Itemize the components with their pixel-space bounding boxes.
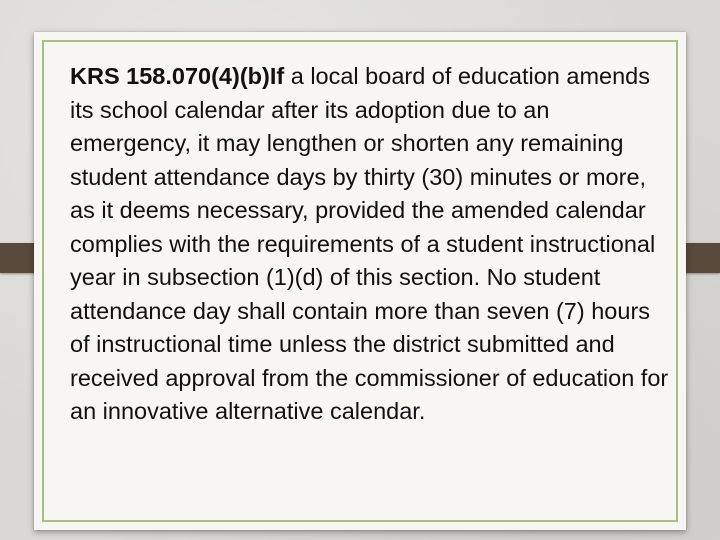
statute-citation: KRS 158.070(4)(b)If [70, 63, 285, 89]
statute-paragraph [70, 60, 670, 429]
statute-text: a local board of education amends its school calendar after its adoption due to an emergency, it may lengthen or shorten any remaining student attendance days by thirty (30) minutes or more, as it deems necessary, provided the amended calendar complies with the requirements of a student instructional year in subsection (1)(d) of this section. No student attendance day shall contain more than seven (7) hours of instructional time unless the district submitted and received approval from the commissioner of education for an innovative alternative calendar. [70, 63, 669, 424]
slide-paper [34, 32, 686, 530]
